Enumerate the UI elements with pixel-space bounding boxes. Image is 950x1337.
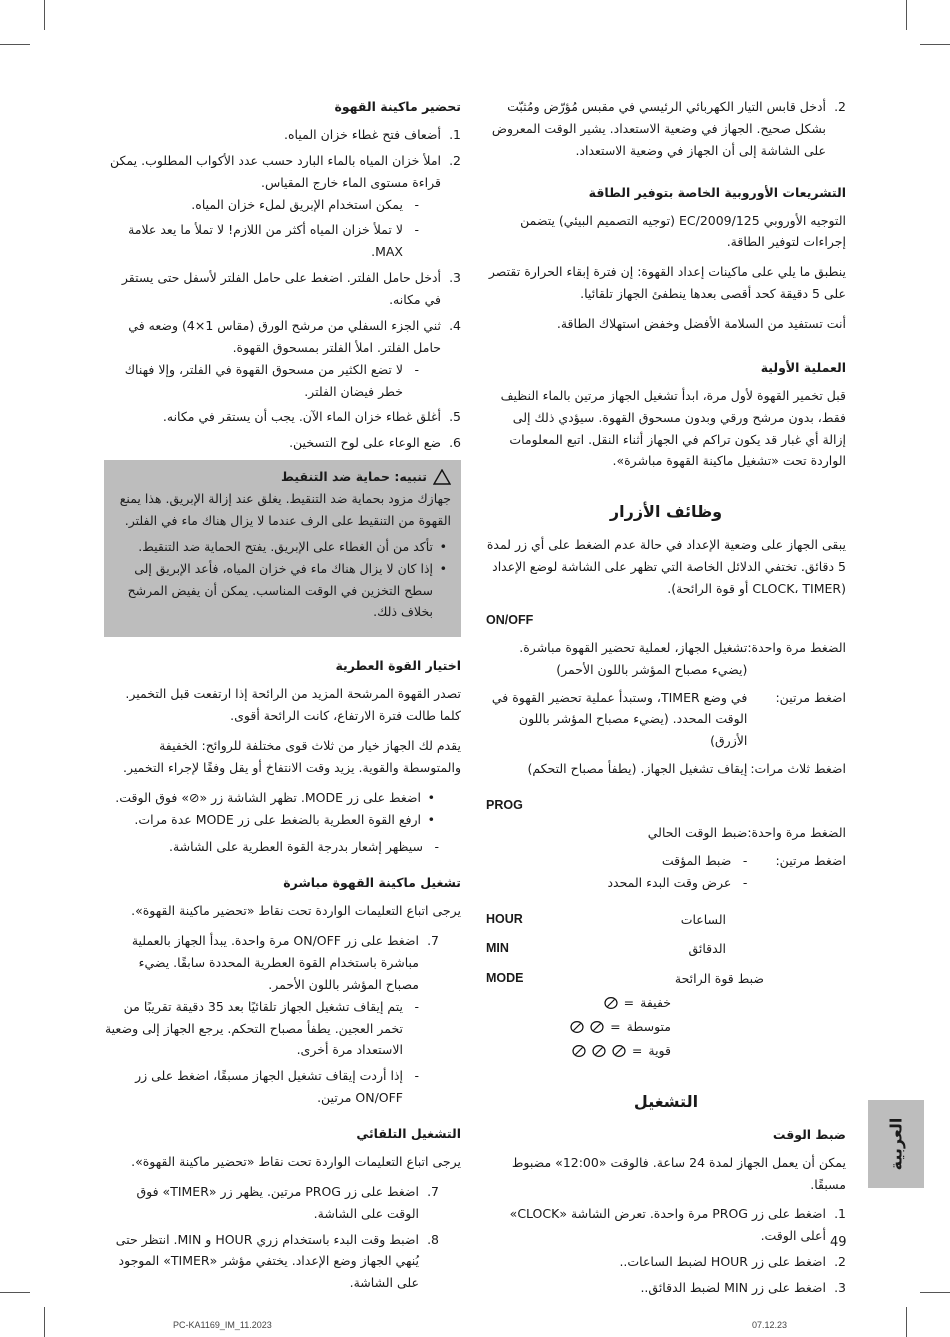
direct-step: 7. اضغط على زر ON/OFF مرة واحدة. يبدأ الجهاز بالعملية مباشرة باستخدام القوة العطرية المحددة سابقًا. يضيء مصباح المؤشر باللون الأحمر. - يتم إيقاف تشغيل الجهاز تلقائيًا بعد 35 دقيقة تقريبًا من تخمر العجين. يطفأ مصباح التحكم. يرجع الجهاز إلى وضعية الاستعداد مرة أخرى. - إذا أردت إيقاف تشغيل الجهاز مسبقًا، اضغط على زر ON/OFF مرتين. xyxy=(104,930,439,1109)
aroma-strength-row: قوية = xyxy=(486,1040,846,1062)
auto-step: 8. اضبط وقت البدء باستخدام زري HOUR و MIN. انتظر حتى يُنهي الجهاز وضع الإعداد. يختفي مؤشر «TIMER» الموجود على الشاشة. xyxy=(115,1231,439,1291)
table-row: الضغط مرة واحدة: ضبط الوقت الحالي xyxy=(647,824,846,840)
crop-mark xyxy=(920,1292,950,1293)
auto-step-list xyxy=(104,1181,461,1294)
aroma-bean-icon xyxy=(590,1020,604,1034)
crop-mark xyxy=(906,0,907,30)
table-row: اضغط مرتين: - ضبط المؤقت - عرض وقت البدء المحدد xyxy=(486,849,846,903)
table-row: اضغط ثلاث مرات: إيقاف تشغيل الجهاز. (يطفأ مصباح التحكم) xyxy=(527,761,846,777)
eu-paragraph: أنت تستفيد من السلامة الأفضل وخفض استهلاك الطاقة. xyxy=(556,316,846,331)
drip-warning-box: تنبيه: حماية ضد التنقيط جهازك مزود بحماية ضد التنقيط. يغلق عند إزالة الإبريق. هذا يمنع القهوة من التنقيط على الرف عندما لا يزال هناك ماء في الفلتر. • تأكد من أن الغطاء على الإبريق. يفتح الحماية ضد التنقيط. • إذا كان لا يزال هناك ماء في خزان المياه، فأعد الإبريق إلى سطح التخزين في الوقت المناسب. يمكن أن يفيض المرشح بخلاف ذلك. xyxy=(104,460,461,637)
clock-step: 1. اضغط على زر PROG مرة واحدة. تعرض الشاشة «CLOCK» أعلى الوقت. xyxy=(509,1206,846,1244)
direct-title: تشغيل ماكينة القهوة مباشرة xyxy=(283,875,461,891)
eu-paragraph: ينطبق ما يلي على ماكينات إعداد القهوة: إن فترة إبقاء الحرارة تقتصر على 5 دقيقة كحد أقصى بعدها ينطفئ الجهاز تلقائيا. xyxy=(488,264,846,302)
first-use-paragraph: قبل تخمير القهوة لأول مرة، ابدأ تشغيل الجهاز مرتين بالماء النظيف فقط، بدون مرشح ورقي وبدون مسحوق القهوة. سيؤدي ذلك إلى إزالة أي غبار قد يكون تراكم في الجهاز أثناء النقل. اتبع المعلومات الواردة تحت «تشغيل ماكينة القهوة مباشرة». xyxy=(500,387,846,469)
aroma-strength-row: خفيفة = xyxy=(486,992,846,1014)
buttons-heading: وظائف الأزرار xyxy=(609,502,723,522)
buttons-paragraph: يبقى الجهاز على وضعية الإعداد في حالة عدم الضغط على أي زر لمدة 5 دقائق. تختفي الدلائل الخاصة التي تظهر على الشاشة لوضع الإعداد (CLOCK، TIMER أو قوة الرائحة). xyxy=(486,537,846,596)
prog-key-title: PROG xyxy=(486,798,523,812)
aroma-bean-icon xyxy=(604,996,618,1010)
mode-row: ضبط قوة الرائحة MODE xyxy=(486,971,764,987)
clock-step-list xyxy=(486,1203,846,1299)
warning-text: جهازك مزود بحماية ضد التنقيط. يغلق عند إزالة الإبريق. هذا يمنع القهوة من التنقيط على الرف عندما لا يزال هناك ماء في الفلتر. xyxy=(119,491,451,528)
aroma-strength-legend xyxy=(486,992,846,1062)
footer-date: 07.12.23 xyxy=(752,1320,788,1330)
onoff-key-title: ON/OFF xyxy=(486,612,534,627)
onoff-table xyxy=(486,636,846,785)
prepare-step: 3. أدخل حامل الفلتر. اضغط على حامل الفلتر لأسفل حتى يستقر في مكانه. xyxy=(121,270,461,307)
footer-file-code: PC-KA1169_IM_11.2023 xyxy=(173,1320,272,1330)
min-row: الدقائق MIN xyxy=(486,941,726,957)
aroma-paragraph: تصدر القهوة المرشحة المزيد من الرائحة إذا ارتفعت قبل التخمير. كلما طالت فترة الارتفاع، كانت الرائحة أقوى. xyxy=(125,686,461,723)
prepare-step: 4. ثني الجزء السفلي من مرشح الورق (مقاس 1×4) وضعه في حامل الفلتر. املأ الفلتر بمسحوق القهوة. - لا تضع الكثير من مسحوق القهوة في الفلتر، وإلا فهناك خطر فيضان الفلتر. xyxy=(104,315,461,403)
clock-step: 2. اضغط على زر HOUR لضبط الساعات.. xyxy=(619,1254,846,1270)
eu-energy-title: التشريعات الأوروبية الخاصة بتوفير الطاقة xyxy=(588,184,846,200)
prepare-step-list xyxy=(104,124,461,454)
aroma-title: اختيار القوة العطرية xyxy=(335,658,461,674)
setup-step: 2. أدخل قابس التيار الكهربائي الرئيسي في مقبس مُؤرّض ومُثبّت بشكل صحيح. الجهاز في وضعية الاستعداد. يشير الوقت المعروض على الشاشة إلى أن الجهاز في وضعية الاستعداد. xyxy=(491,99,846,158)
direct-step-list xyxy=(104,930,461,1109)
aroma-bean-icon xyxy=(570,1020,584,1034)
auto-paragraph: يرجى اتباع التعليمات الواردة تحت نقاط «تحضير ماكينة القهوة». xyxy=(131,1153,461,1169)
clock-title: ضبط الوقت xyxy=(772,1126,846,1142)
aroma-strength-row: متوسطة = xyxy=(486,1016,846,1038)
crop-mark xyxy=(0,1292,30,1293)
right-column xyxy=(486,96,846,1305)
operation-heading: التشغيل xyxy=(633,1091,699,1111)
aroma-strength-label: قوية xyxy=(648,1042,671,1058)
prepare-step: 5. أغلق غطاء خزان الماء الآن. يجب أن يستقر في مكانه. xyxy=(162,409,461,425)
table-row: اضغط مرتين: في وضع TIMER، وستبدأ عملية تحضير القهوة في الوقت المحدد. (يضيء مصباح المؤشر باللون الأزرق) xyxy=(491,689,846,749)
aroma-paragraph: يقدم لك الجهاز خيار من ثلاث قوى مختلفة للروائح: الخفيفة والمتوسطة والقوية. يزيد وقت الانتفاخ أو يقل وفقًا لإجراء التخمير. xyxy=(123,737,461,775)
prog-table xyxy=(486,821,846,903)
warning-title: تنبيه: حماية ضد التنقيط xyxy=(281,469,427,485)
auto-title: التشغيل التلقائي xyxy=(356,1126,461,1141)
prepare-step: 6. ضع الوعاء على لوح التسخين. xyxy=(289,435,461,451)
warning-triangle-icon xyxy=(433,469,451,485)
first-use-title: العملية الأولية xyxy=(760,359,846,375)
crop-mark xyxy=(44,0,45,30)
clock-step: 3. اضغط على زر MIN لضبط الدقائق.. xyxy=(640,1280,846,1295)
setup-step-list xyxy=(486,96,846,162)
clock-paragraph: يمكن أن يعمل الجهاز لمدة 24 ساعة. فالوقت «12:00» مضبوط مسبقًا. xyxy=(511,1154,846,1192)
aroma-bean-icon xyxy=(612,1044,626,1058)
language-tab: العربية xyxy=(868,1100,924,1188)
prepare-title: تحضير ماكينة القهوة xyxy=(334,99,461,114)
crop-mark xyxy=(0,44,30,45)
crop-mark xyxy=(44,1307,45,1337)
aroma-strength-label: متوسطة xyxy=(626,1019,671,1034)
prepare-step: 2. املأ خزان المياه بالماء البارد حسب عدد الأكواب المطلوب. يمكن قراءة مستوى الماء خارج المقياس. - يمكن استخدام الإبريق لملء خزان المياه. - لا تملأ خزان المياه أكثر من اللازم! لا تملأ ما يعد علامة MAX. xyxy=(104,150,461,263)
crop-mark xyxy=(906,1307,907,1337)
eu-paragraph: التوجيه الأوروبي EC/2009/125 (توجيه التصميم البيئي) يتضمن إجراءات لتوفير الطاقة. xyxy=(520,212,846,250)
hour-row: الساعات HOUR xyxy=(486,911,726,927)
prepare-step: 1. أضعاف فتح غطاء خزان المياه. xyxy=(284,126,461,142)
aroma-bean-icon xyxy=(592,1044,606,1058)
page-number: 49 xyxy=(830,1235,847,1250)
direct-paragraph: يرجى اتباع التعليمات الواردة تحت نقاط «تحضير ماكينة القهوة». xyxy=(131,903,461,919)
table-row: الضغط مرة واحدة: تشغيل الجهاز، لعملية تحضير القهوة مباشرة. (يضيء مصباح المؤشر باللون الأحمر) xyxy=(519,639,846,677)
aroma-strength-label: خفيفة xyxy=(640,995,671,1011)
crop-mark xyxy=(920,44,950,45)
auto-step: 7. اضغط على زر PROG مرتين. يظهر زر «TIMER» فوق الوقت على الشاشة. xyxy=(136,1183,439,1221)
left-column: تحضير ماكينة القهوة 1. أضعاف فتح غطاء خزان المياه. 2. املأ خزان المياه بالماء البارد حسب عدد الأكواب المطلوب. يمكن قراءة مستوى الماء خارج المقياس. - يمكن استخدام الإبريق لملء خزان المياه. - لا تملأ خزان المياه أكثر من اللازم! لا تملأ ما يعد علامة MAX. 3. أدخل حامل الفلتر. اضغط على حامل الفلتر لأسفل حتى يستقر في مكانه. 4. ثني الجزء السفلي من مرشح الورق (مقاس 1×4) وضعه في حامل الفلتر. املأ الفلتر بمسحوق القهوة. - لا تضع الكثير من مسحوق القهوة في الفلتر، وإلا فهناك خطر فيضان الفلتر. 5. أغلق غطاء خزان الماء الآن. يجب أن يستقر في مكانه. 6. ضع الوعاء على لوح التسخين. تنبيه: حماية ضد التنقيط جهازك مزود بحماية ضد التنقيط. يغلق عند إزالة الإبريق. هذا يمنع القهوة من التنقيط على الرف عندما لا يزال هناك ماء في الفلتر. • تأكد من أن الغطاء على الإبريق. يفتح الحماية ضد التنقيط. • إذا كان لا يزال هناك ماء في خزان المياه، فأعد الإبريق إلى سطح التخزين في الوقت المناسب. يمكن أن يفيض المرشح بخلاف ذلك. اختيار القوة العطرية تصدر القهوة المرشحة المزيد من الرائحة إذا ارتفعت قبل التخمير. كلما طالت فترة الارتفاع، كانت الرائحة أقوى. يقدم لك الجهاز خيار من ثلاث قوى مختلفة للروائح: الخفيفة والمتوسطة والقوية. يزيد وقت الانتفاخ أو يقل وفقًا لإجراء التخمير. • اضغط على زر MODE. تظهر الشاشة زر «⊘» فوق الوقت. • ارفع القوة العطرية بالضغط على زر MODE عدة مرات. - سيظهر إشعار بدرجة القوة العطرية على الشاشة. تشغيل ماكينة القهوة مباشرة يرجى اتباع التعليمات الواردة تحت نقاط «تحضير ماكينة القهوة». 7. اضغط على زر ON/OFF مرة واحدة. يبدأ الجهاز بالعملية مباشرة باستخدام القوة العطرية المحددة سابقًا. يضيء مصباح المؤشر باللون الأحمر. - يتم إيقاف تشغيل الجهاز تلقائيًا بعد 35 دقيقة تقريبًا من تخمر العجين. يطفأ مصباح التحكم. يرجع الجهاز إلى وضعية الاستعداد مرة أخرى. - إذا أردت إيقاف تشغيل الجهاز مسبقًا، اضغط على زر ON/OFF مرتين. التشغيل التلقائي يرجى اتباع التعليمات الواردة تحت نقاط «تحضير ماكينة القهوة». 7. اضغط على زر PROG مرتين. يظهر زر «TIMER» فوق الوقت على الشاشة. 8. اضبط وقت البدء باستخدام زري HOUR و MIN. انتظر حتى يُنهي الجهاز وضع الإعداد. يختفي مؤشر «TIMER» الموجود على الشاشة. xyxy=(104,96,461,1300)
aroma-bean-icon xyxy=(572,1044,586,1058)
